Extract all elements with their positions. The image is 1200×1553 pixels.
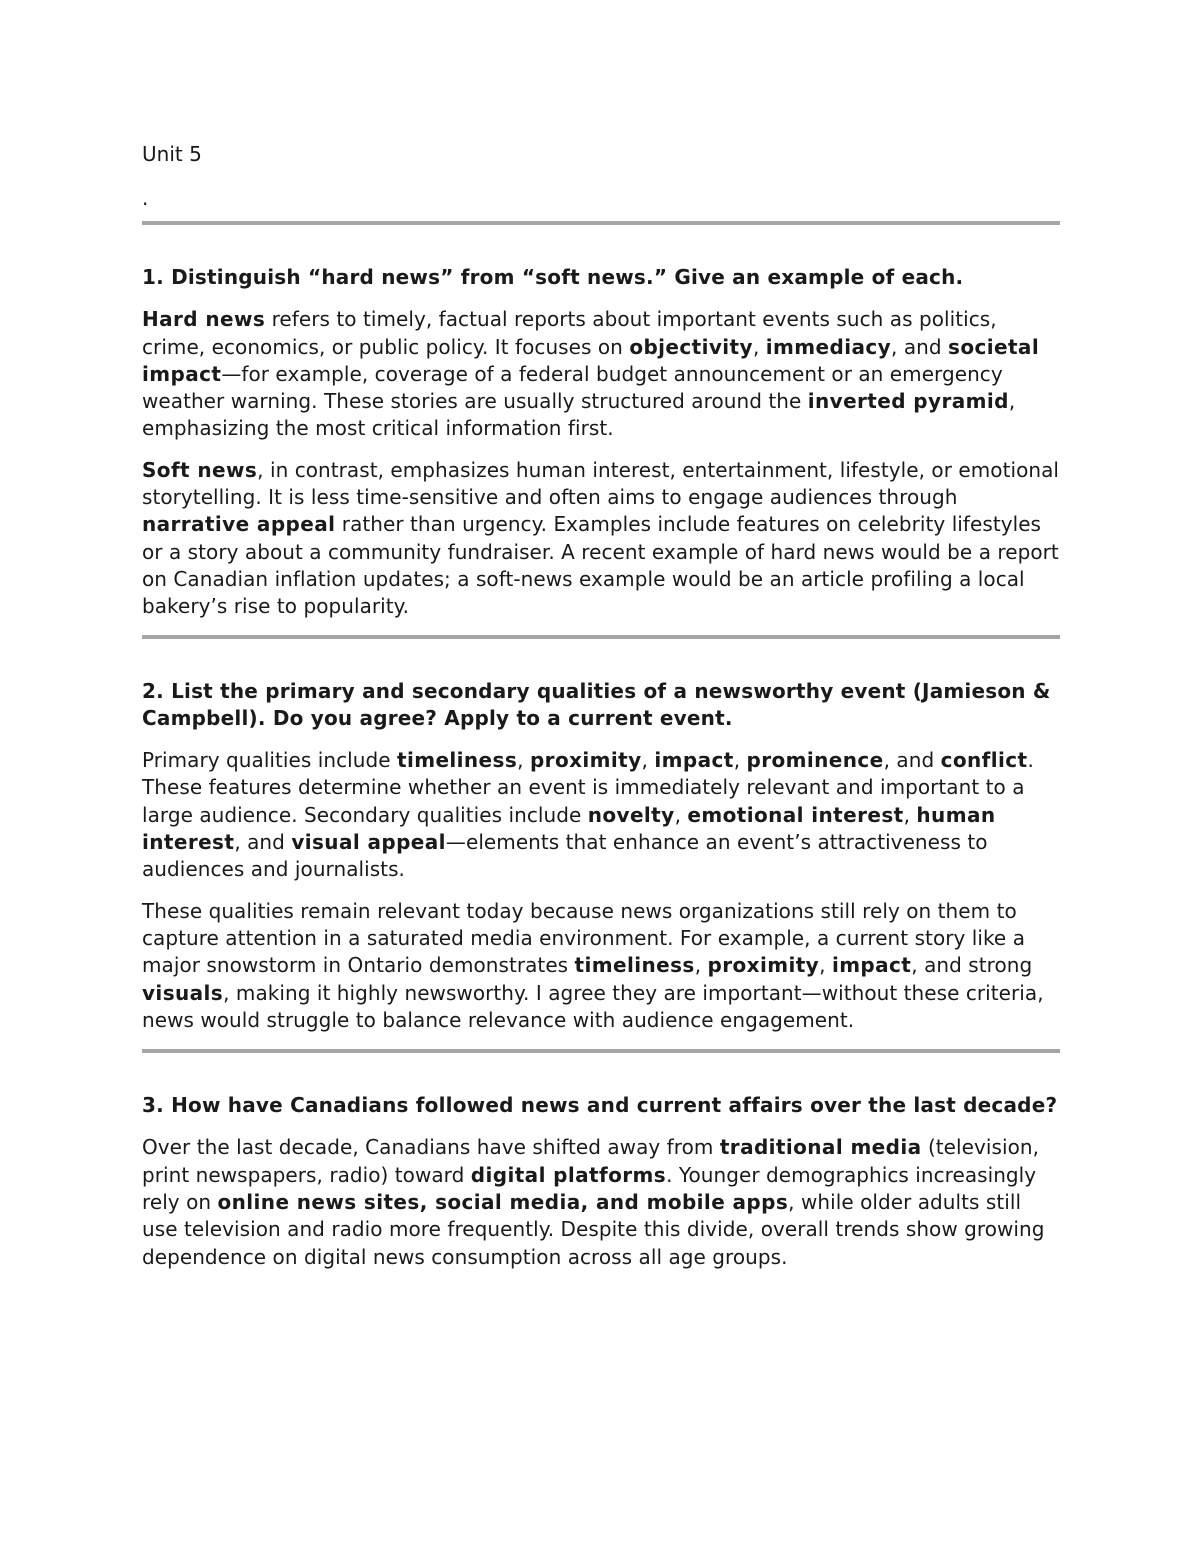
text-run: . Younger demographics increasingly rely on [142, 1162, 1037, 1215]
bold-term: novelty [587, 802, 675, 827]
bold-term: visual appeal [291, 830, 446, 855]
text-run: rather than urgency. Examples include features on celebrity lifestyles or a story about a community fundraiser. A recent example of hard news would be a report on Canadian inflation updates; a soft-news example would be an article profiling a local bakery’s rise to popularity. [142, 512, 1059, 619]
text-run: . These features determine whether an event is immediately relevant and important to a large audience. Secondary qualities include [142, 748, 1034, 827]
text-run: , [641, 748, 655, 773]
question-1-answer-paragraph-1 [142, 306, 1060, 442]
bold-term: timeliness [396, 748, 518, 773]
text-run: , [517, 748, 530, 773]
bold-term: digital platforms [470, 1162, 667, 1187]
bold-term: inverted pyramid [807, 389, 1009, 414]
question-2-heading: 2. List the primary and secondary qualities of a newsworthy event (Jamieson & Campbell). Do you agree? Apply to a current event. [142, 678, 1051, 730]
question-2-answer-paragraph-2 [142, 898, 1060, 1034]
question-3-section [142, 1092, 1060, 1271]
text-run: , and [891, 334, 949, 359]
text-run: , [674, 802, 688, 827]
bold-term: impact [654, 748, 734, 773]
text-run: These qualities remain relevant today because news organizations still rely on them to capture attention in a saturated media environment. For example, a current story like a major snowstorm in Ontario demonstrates [142, 898, 1026, 978]
unit-title: Unit 5 [142, 142, 202, 166]
text-run: —elements that enhance an event’s attractiveness to audiences and journalists. [142, 830, 988, 882]
document-page [142, 140, 1060, 1271]
text-run: , emphasizing the most critical information first. [142, 389, 1016, 441]
text-run: , making it highly newsworthy. I agree they are important—without these criteria, news would struggle to balance relevance with audience engagement. [142, 980, 1044, 1032]
question-2-answer-paragraph-1 [142, 747, 1060, 883]
bold-term: visuals [142, 980, 224, 1005]
text-run: , in contrast, emphasizes human interest, entertainment, lifestyle, or emotional storytelling. It is less time-sensitive and often aims to engage audiences through [142, 457, 1059, 510]
text-run: —for example, coverage of a federal budget announcement or an emergency weather warning. These stories are usually structured around the [142, 361, 1003, 414]
bold-term: Soft news [142, 457, 258, 482]
text-run: , [819, 953, 832, 978]
bold-term: immediacy [765, 334, 892, 359]
bold-term: timeliness [574, 953, 695, 978]
text-run: , and strong [911, 953, 1033, 978]
section-divider [142, 1049, 1060, 1053]
text-run: , and [883, 748, 941, 773]
text-run: refers to timely, factual reports about important events such as politics, crime, economics, or public policy. It focuses on [142, 307, 997, 359]
bold-term: traditional media [719, 1135, 922, 1160]
text-run: , while older adults still use television and radio more frequently. Despite this divide, overall trends show growing dependence on digital news consumption across all age groups. [142, 1190, 1045, 1269]
bold-term: emotional interest [687, 802, 904, 827]
question-1-answer-paragraph-2 [142, 457, 1060, 621]
bold-term: prominence [746, 748, 884, 773]
placeholder-dot: . [142, 186, 149, 210]
text-run: (television, print newspapers, radio) toward [142, 1135, 1039, 1187]
bold-term: proximity [707, 953, 820, 978]
bold-term: proximity [529, 748, 642, 773]
text-run: , and [234, 830, 292, 855]
bold-term: societal impact [142, 334, 1040, 386]
text-run: Over the last decade, Canadians have shifted away from [142, 1135, 720, 1160]
question-1-section [142, 264, 1060, 621]
bold-term: narrative appeal [142, 512, 336, 537]
question-1-heading: 1. Distinguish “hard news” from “soft news.” Give an example of each. [142, 265, 964, 289]
text-run: , [733, 748, 747, 773]
bold-term: Hard news [142, 307, 266, 332]
section-divider [142, 635, 1060, 639]
question-2-section [142, 678, 1060, 1035]
text-run: , [694, 953, 708, 978]
section-divider [142, 221, 1060, 225]
bold-term: human interest [142, 802, 996, 855]
question-3-heading: 3. How have Canadians followed news and current affairs over the last decade? [142, 1093, 1058, 1118]
text-run: , [903, 802, 917, 827]
text-run: , [752, 334, 766, 359]
bold-term: impact [831, 953, 912, 978]
bold-term: online news sites, social media, and mobile apps [217, 1190, 789, 1215]
text-run: Primary qualities include [142, 748, 397, 773]
bold-term: objectivity [629, 334, 753, 359]
bold-term: conflict [940, 748, 1028, 773]
question-3-answer-paragraph-1 [142, 1134, 1060, 1270]
